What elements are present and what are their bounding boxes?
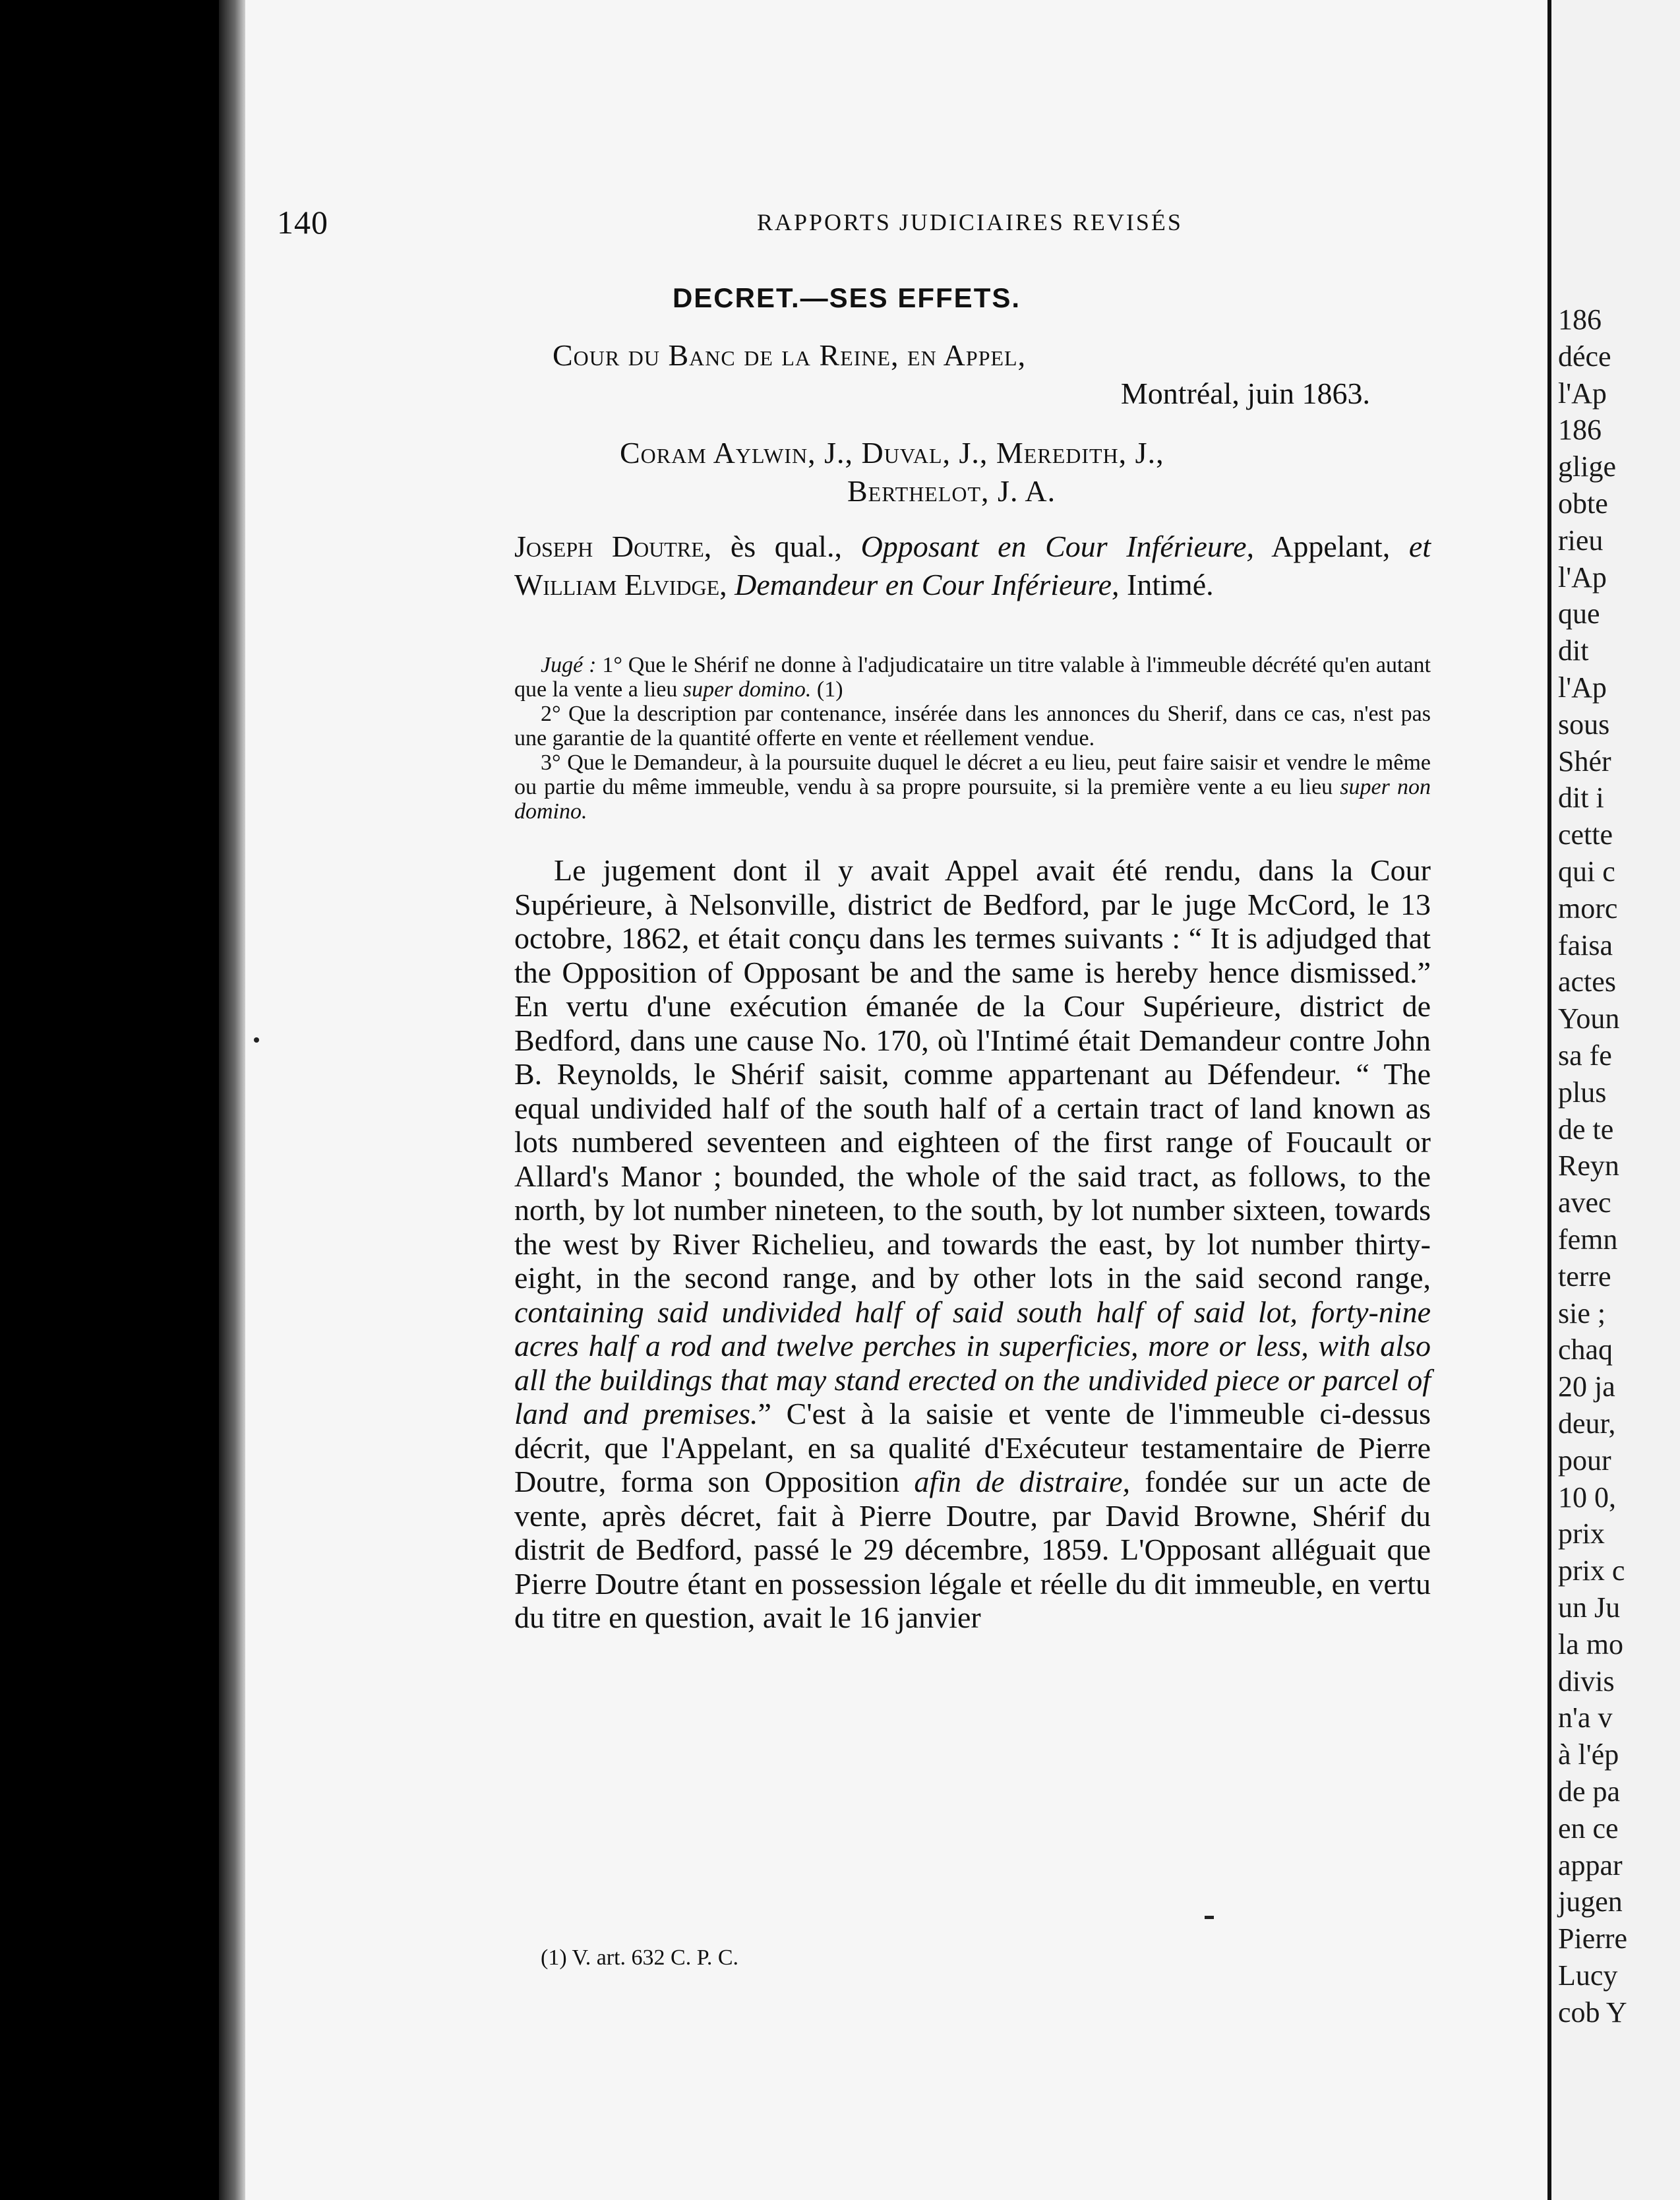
place-date: Montréal, juin 1863.: [1120, 377, 1370, 410]
facing-page-line: avec: [1558, 1186, 1611, 1219]
appellant-desc: , ès qual.,: [704, 530, 842, 563]
facing-page-line: la mo: [1558, 1628, 1623, 1661]
respondent-tail: Intimé.: [1127, 568, 1214, 601]
facing-page-line: Lucy: [1558, 1959, 1618, 1992]
facing-page-line: un Ju: [1558, 1591, 1621, 1624]
footnote: (1) V. art. 632 C. P. C.: [541, 1945, 739, 1970]
facing-page-fragment: [1551, 0, 1680, 2200]
facing-page-line: Pierre: [1558, 1922, 1628, 1955]
facing-page-line: dit i: [1558, 781, 1604, 814]
facing-page-line: n'a v: [1558, 1701, 1613, 1734]
facing-page-line: femn: [1558, 1223, 1618, 1256]
body-text-3: fondée sur un acte de vente, après décret, fait à Pierre Doutre, par David Browne, Shérif du distrit de Bedford, passé le 29 décembre, 1859. L'Opposant alléguait que Pierre Doutre étant en possession légale et réelle du dit immeuble, en vertu du titre en question, avait le 16 janvier: [514, 1465, 1431, 1634]
held-label: Jugé :: [541, 653, 597, 677]
facing-page-line: 10 0,: [1558, 1481, 1616, 1513]
page-speck: [1205, 1916, 1214, 1919]
facing-page-line: dit: [1558, 634, 1589, 667]
held-summary: [514, 653, 1431, 824]
respondent-role: Demandeur en Cour Inférieure,: [735, 568, 1120, 601]
facing-page-line: 186: [1558, 413, 1602, 446]
margin-speck: [254, 1037, 259, 1043]
coram-line-1: Coram Aylwin, J., Duval, J., Meredith, J.,: [620, 436, 1164, 470]
page-number: 140: [277, 204, 328, 241]
body-text-1: Le jugement dont il y avait Appel avait été rendu, dans la Cour Supérieure, à Nelsonville, district de Bedford, par le juge McCord, le 13 octobre, 1862, et était conçu dans les termes suivants : “ It is adjudged that the Opposition of Opposant be and the same is hereby hence dismissed.” En vertu d'une exécution émanée de la Cour Supérieure, district de Bedford, dans une cause No. 170, où l'Intimé était Demandeur contre John B. Reynolds, le Shérif saisit, comme appartenant au Défendeur. “ The equal undivided half of the south half of a certain tract of land known as lots numbered seventeen and eighteen of the first range of Foucault or Allard's Manor ; bounded, the whole of the said tract, as follows, to the north, by lot number nineteen, to the south, by lot number sixteen, towards the west by River Richelieu, and towards the east, by lot number thirty-eight, in the second range, and by other lots in the said second range,: [514, 853, 1431, 1295]
facing-page-line: chaq: [1558, 1333, 1613, 1366]
facing-page-line: divis: [1558, 1665, 1615, 1697]
facing-page-line: l'Ap: [1558, 671, 1607, 704]
scan-left-border: [0, 0, 219, 2200]
page-edge-shadow: [219, 0, 245, 2200]
facing-page-line: l'Ap: [1558, 377, 1607, 410]
parties-et: et: [1408, 530, 1431, 563]
facing-page-line: en ce: [1558, 1812, 1619, 1845]
facing-page-line: sous: [1558, 708, 1610, 741]
held-point-3-latin: super non domino.: [514, 775, 1431, 824]
facing-page-line: que: [1558, 597, 1600, 630]
facing-page-line: prix c: [1558, 1554, 1625, 1587]
coram-line-2: Berthelot, J. A.: [847, 474, 1056, 508]
facing-page-line: Reyn: [1558, 1149, 1619, 1182]
body-italic-latin: afin de distraire,: [914, 1465, 1131, 1498]
body-paragraph: [514, 853, 1431, 1635]
facing-page-line: rieu: [1558, 524, 1604, 557]
section-title: DECRET.—SES EFFETS.: [672, 282, 1021, 313]
facing-page-line: à l'ép: [1558, 1738, 1619, 1771]
facing-page-line: cette: [1558, 818, 1613, 851]
facing-page-line: obte: [1558, 487, 1608, 520]
facing-page-line: qui c: [1558, 855, 1615, 888]
facing-page-line: cob Y: [1558, 1996, 1627, 2029]
facing-page-line: déce: [1558, 340, 1611, 373]
facing-page-line: deur,: [1558, 1407, 1616, 1440]
facing-page-line: morc: [1558, 892, 1618, 925]
facing-page-line: prix: [1558, 1517, 1605, 1550]
held-point-1: [514, 653, 1431, 702]
facing-page-line: plus: [1558, 1076, 1607, 1109]
facing-page-line: Shér: [1558, 745, 1611, 778]
appellant-name: Joseph Doutre: [514, 530, 704, 563]
facing-page-line: l'Ap: [1558, 561, 1607, 594]
facing-page-line: sa fe: [1558, 1039, 1612, 1072]
facing-page-line: de te: [1558, 1113, 1614, 1146]
facing-page-line: actes: [1558, 965, 1616, 998]
held-point-2: 2° Que la description par contenance, insérée dans les annonces du Sherif, dans ce cas, n'est pas une garantie de la quantité offerte en vente et réellement vendue.: [514, 702, 1431, 750]
facing-page-line: faisa: [1558, 929, 1613, 962]
body-italic-quote: containing said undivided half of said south half of said lot, forty-nine acres half a rod and twelve perches in superficies, more or less, with also all the buildings that may stand erected on the undivided piece or parcel of land and premises.: [514, 1295, 1431, 1430]
facing-page-line: 186: [1558, 303, 1602, 336]
appellant-tail: Appelant,: [1271, 530, 1391, 563]
facing-page-line: sie ;: [1558, 1297, 1606, 1329]
facing-page-line: de pa: [1558, 1775, 1621, 1808]
held-point-1-latin: super domino.: [682, 677, 812, 702]
parties-block: Joseph Doutre, ès qual., Opposant en Cour Inférieure, Appelant, et William Elvidge, Demandeur en Cour Inférieure, Intimé.: [514, 530, 1431, 601]
facing-page-line: appar: [1558, 1849, 1623, 1881]
running-title: RAPPORTS JUDICIAIRES REVISÉS: [757, 209, 1183, 235]
body-text-2: ” C'est à la saisie et vente de l'immeuble ci-dessus décrit, que l'Appelant, en sa qualité d'Exécuteur testamentaire de Pierre Doutre, forma son Opposition: [514, 1397, 1431, 1498]
facing-page-line: Youn: [1558, 1002, 1620, 1035]
facing-page-line: jugen: [1558, 1885, 1623, 1918]
facing-page-line: 20 ja: [1558, 1370, 1615, 1403]
respondent-name: William Elvidge: [514, 568, 720, 601]
facing-page-line: terre: [1558, 1260, 1611, 1293]
appellant-role: Opposant en Cour Inférieure,: [860, 530, 1255, 563]
footnote-ref: (1): [816, 677, 843, 702]
held-point-3-text: 3° Que le Demandeur, à la poursuite duquel le décret a eu lieu, peut faire saisir et vendre le même ou partie du même immeuble, vendu à sa propre poursuite, si la première vente a eu lieu: [514, 750, 1431, 799]
held-point-3: [514, 750, 1431, 824]
held-point-1-text: 1° Que le Shérif ne donne à l'adjudicataire un titre valable à l'immeuble décrété qu'en autant que la vente a lieu: [514, 653, 1431, 702]
facing-page-line: glige: [1558, 450, 1616, 483]
facing-page-line: pour: [1558, 1444, 1611, 1477]
court-name: Cour du Banc de la Reine, en Appel,: [553, 338, 1027, 372]
